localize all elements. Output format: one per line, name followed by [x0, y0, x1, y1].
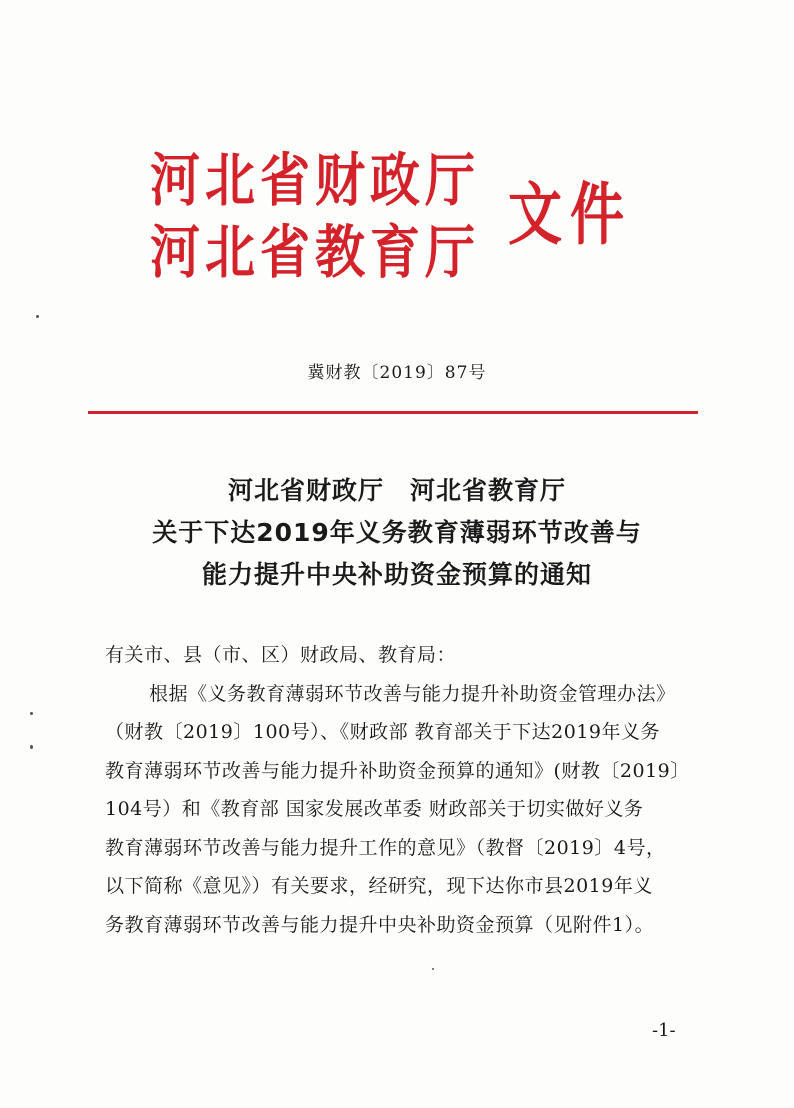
red-separator-rule: [88, 411, 698, 414]
salutation: 有关市、县（市、区）财政局、教育局：: [105, 644, 457, 666]
notice-body: [105, 636, 695, 944]
title-line-1: 河北省财政厅 河北省教育厅: [227, 476, 566, 505]
body-line-1: 根据《义务教育薄弱环节改善与能力提升补助资金管理办法》: [149, 682, 676, 705]
body-line-3: 教育薄弱环节改善与能力提升补助资金预算的通知》(财教〔2019〕: [105, 759, 690, 782]
body-line-4: 104号）和《教育部 国家发展改革委 财政部关于切实做好义务: [105, 798, 644, 820]
title-line-3: 能力提升中央补助资金预算的通知: [201, 560, 592, 589]
page-number: -1-: [652, 1020, 676, 1041]
document-number: 冀财教〔2019〕87号: [307, 363, 487, 383]
masthead-document-word: 文件: [508, 175, 632, 255]
title-line-2: 关于下达2019年义务教育薄弱环节改善与: [152, 518, 642, 547]
body-line-5: 教育薄弱环节改善与能力提升工作的意见》（教督〔2019〕4号，: [105, 836, 666, 859]
body-line-2: （财教〔2019〕100号）、《财政部 教育部关于下达2019年义务: [105, 721, 661, 743]
notice-title: [0, 470, 794, 596]
masthead-issuer-finance: 河北省财政厅: [150, 146, 480, 214]
scan-speck: [30, 745, 33, 749]
masthead-issuer-education: 河北省教育厅: [150, 218, 480, 286]
body-line-7: 务教育薄弱环节改善与能力提升中央补助资金预算（见附件1）。: [105, 913, 655, 936]
scan-speck: [30, 712, 33, 715]
scan-speck: [432, 968, 434, 970]
red-masthead: [150, 148, 650, 288]
body-line-6: 以下简称《意见》）有关要求，经研究，现下达你市县2019年义: [105, 875, 653, 897]
scan-speck: [36, 315, 39, 318]
